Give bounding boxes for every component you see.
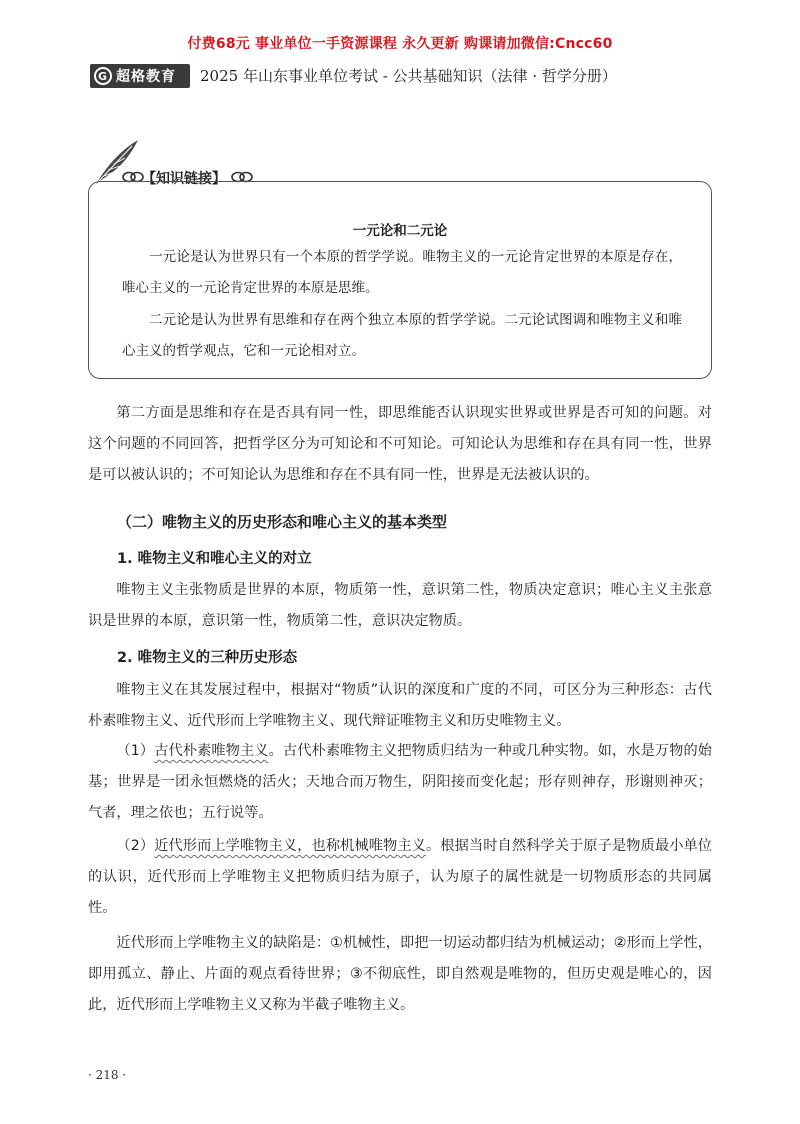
body-paragraph: 近代形而上学唯物主义的缺陷是：①机械性，即把一切运动都归结为机械运动；②形而上学性，即用孤立、静止、片面的观点看待世界；③不彻底性，即自然观是唯物的，但历史观是唯心的，因此，近代形而上学唯物主义又称为半截子唯物主义。	[88, 935, 712, 1013]
section-heading: （二）唯物主义的历史形态和唯心主义的基本类型	[117, 513, 448, 531]
body-paragraph	[88, 736, 712, 829]
logo-icon: G	[94, 67, 112, 85]
key-term: 近代形而上学唯物主义，也称机械唯物主义	[154, 838, 426, 854]
body-paragraph	[88, 831, 712, 924]
body-paragraph: 唯物主义主张物质是世界的本原，物质第一性，意识第二性，物质决定意识；唯心主义主张意识是世界的本原，意识第一性，物质第二性，意识决定物质。	[88, 582, 712, 629]
subsection-heading: 1. 唯物主义和唯心主义的对立	[117, 551, 312, 567]
knowledge-paragraph: 一元论是认为世界只有一个本原的哲学学说。唯物主义的一元论肯定世界的本原是存在，唯心主义的一元论肯定世界的本原是思维。	[122, 249, 682, 296]
knowledge-paragraph: 二元论是认为世界有思维和存在两个独立本原的哲学学说。二元论试图调和唯物主义和唯心主义的哲学观点，它和一元论相对立。	[122, 312, 682, 359]
promo-banner: 付费68元 事业单位一手资源课程 永久更新 购课请加微信:Cncc60	[187, 36, 613, 52]
body-paragraph: 第二方面是思维和存在是否具有同一性，即思维能否认识现实世界或世界是否可知的问题。对这个问题的不同回答，把哲学区分为可知论和不可知论。可知论认为思维和存在具有同一性，世界是可以被认识的；不可知论认为思维和存在不具有同一性，世界是无法被认识的。	[88, 405, 712, 483]
knowledge-box-title: 一元论和二元论	[352, 223, 448, 239]
knowledge-link-label: 【知识链接】	[142, 171, 226, 187]
body-paragraph: 唯物主义在其发展过程中，根据对“物质”认识的深度和广度的不同，可区分为三种形态：古代朴素唯物主义、近代形而上学唯物主义、现代辩证唯物主义和历史唯物主义。	[88, 682, 712, 729]
item-number: （2）	[116, 838, 155, 854]
item-text: 。古代朴素唯物主义把物质归结为一种或几种实物。如，水是万物的始基；世界是一团永恒燃烧的活火；天地合而万物生，阴阳接而变化起；形存则神存，形谢则神灭；气者，理之依也；五行说等。	[88, 743, 712, 821]
page-number: · 218 ·	[88, 1068, 127, 1082]
item-text: 。根据当时自然科学关于原子是物质最小单位的认识，近代形而上学唯物主义把物质归结为原子，认为原子的属性就是一切物质形态的共同属性。	[88, 838, 712, 916]
running-header-title: 2025 年山东事业单位考试 - 公共基础知识（法律 · 哲学分册）	[200, 67, 617, 85]
logo-text: 超格教育	[116, 69, 176, 85]
item-number: （1）	[116, 743, 155, 759]
subsection-heading: 2. 唯物主义的三种历史形态	[117, 650, 298, 666]
key-term: 古代朴素唯物主义	[154, 743, 269, 759]
publisher-logo	[90, 64, 190, 88]
